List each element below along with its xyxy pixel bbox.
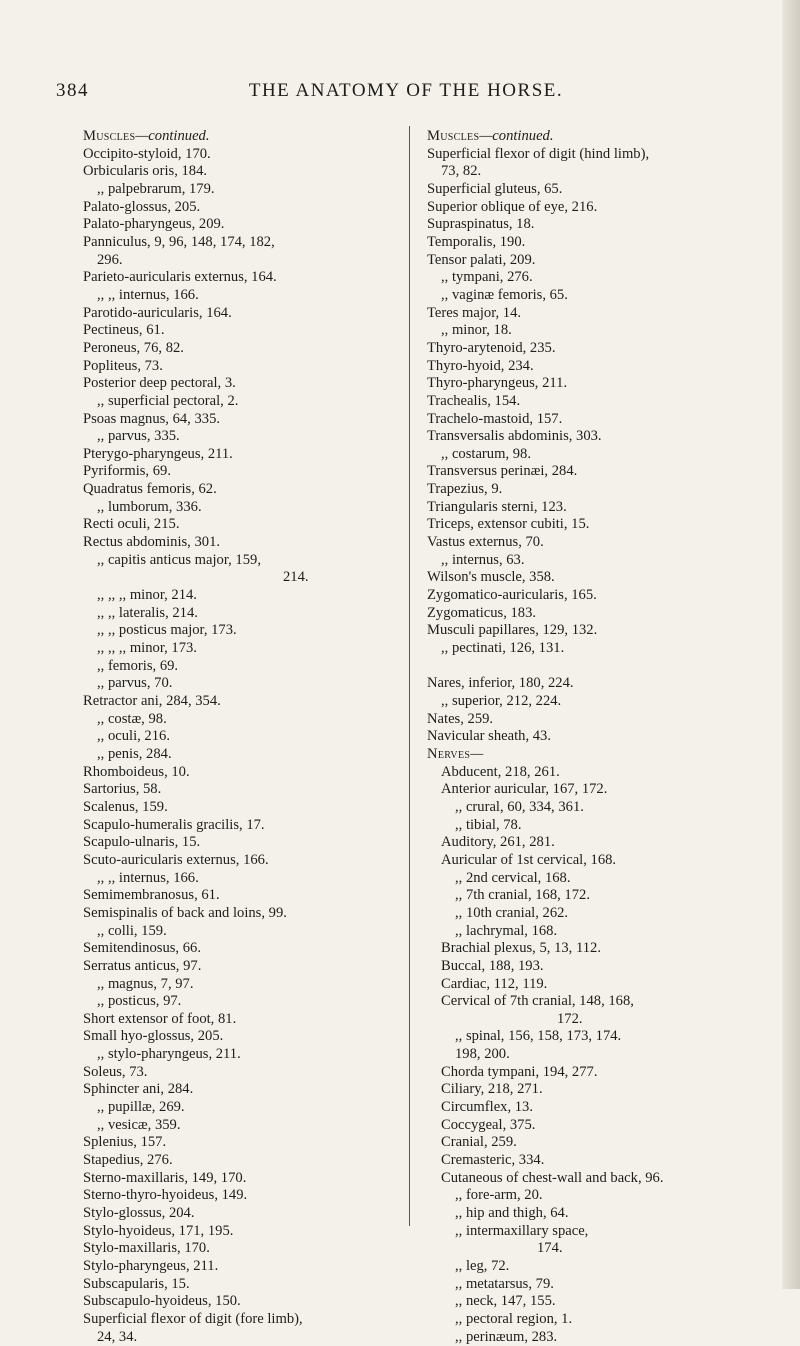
index-entry: ,, metatarsus, 79. — [455, 1275, 554, 1292]
index-entry: Semimembranosus, 61. — [83, 887, 220, 904]
index-entry: Teres major, 14. — [427, 304, 522, 321]
index-entry: ,, superficial pectoral, 2. — [97, 392, 239, 409]
index-entry: Posterior deep pectoral, 3. — [83, 375, 236, 392]
index-entry: ,, costarum, 98. — [441, 445, 531, 462]
index-entry: ,, colli, 159. — [97, 922, 167, 939]
index-entry: ,, vaginæ femoris, 65. — [441, 286, 568, 303]
index-entry: Buccal, 188, 193. — [441, 957, 544, 974]
index-entry: 172. — [557, 1010, 583, 1027]
index-entry: Splenius, 157. — [83, 1134, 167, 1151]
index-entry: ,, hip and thigh, 64. — [455, 1205, 569, 1222]
index-entry: ,, neck, 147, 155. — [455, 1293, 556, 1310]
index-entry: Panniculus, 9, 96, 148, 174, 182, — [83, 233, 275, 250]
index-entry: ,, pectoral region, 1. — [455, 1310, 573, 1327]
index-entry: ,, femoris, 69. — [97, 657, 179, 674]
index-entry: Superficial flexor of digit (hind limb), — [427, 145, 650, 162]
index-entry: Scapulo-humeralis gracilis, 17. — [83, 816, 265, 833]
index-entry: Trachealis, 154. — [427, 392, 521, 409]
index-entry: 174. — [537, 1240, 563, 1257]
index-entry: ,, vesicæ, 359. — [97, 1116, 181, 1133]
index-entry: Auricular of 1st cervical, 168. — [441, 851, 617, 868]
index-entry: Scapulo-ulnaris, 15. — [83, 834, 201, 851]
index-entry: Semitendinosus, 66. — [83, 940, 201, 957]
index-entry: ,, ,, internus, 166. — [97, 286, 199, 303]
section-heading — [427, 128, 770, 146]
index-entry: Rhomboideus, 10. — [83, 763, 190, 780]
index-entry: ,, fore-arm, 20. — [455, 1187, 543, 1204]
page-header — [56, 80, 756, 106]
index-entry: Vastus externus, 70. — [427, 534, 544, 551]
section-heading-label: Nerves — [427, 745, 471, 762]
index-entry: Pyriformis, 69. — [83, 463, 171, 480]
index-entry: ,, lachrymal, 168. — [455, 922, 558, 939]
index-entry: Sterno-maxillaris, 149, 170. — [83, 1169, 247, 1186]
index-entry: Subscapulo-hyoideus, 150. — [83, 1293, 241, 1310]
index-entry: ,, parvus, 335. — [97, 428, 180, 445]
index-entry: Retractor ani, 284, 354. — [83, 693, 221, 709]
index-entry: Transversus perinæi, 284. — [427, 463, 578, 480]
index-entry: Recti oculi, 215. — [83, 516, 180, 533]
index-entry: ,, stylo-pharyngeus, 211. — [97, 1046, 241, 1063]
index-entry: Cutaneous of chest-wall and back, 96. — [441, 1169, 664, 1186]
index-entry: 24, 34. — [97, 1328, 138, 1345]
section-heading-suffix: —continued. — [479, 128, 554, 144]
index-entry: Musculi papillares, 129, 132. — [427, 622, 598, 639]
index-entry: Stapedius, 276. — [83, 1152, 173, 1169]
index-entry: ,, spinal, 156, 158, 173, 174. — [455, 1028, 622, 1045]
index-entry: ,, lumborum, 336. — [97, 498, 202, 515]
index-entry: Navicular sheath, 43. — [427, 728, 552, 745]
index-entry: Supraspinatus, 18. — [427, 216, 535, 233]
index-entry: ,, pectinati, 126, 131. — [441, 640, 565, 657]
index-entry: Nates, 259. — [427, 710, 494, 727]
index-entry: Anterior auricular, 167, 172. — [441, 781, 608, 798]
index-entry: Quadratus femoris, 62. — [83, 481, 217, 498]
index-entry: Cervical of 7th cranial, 148, 168, — [441, 993, 634, 1010]
index-entry: Superficial flexor of digit (fore limb), — [83, 1310, 303, 1327]
index-entry: ,, oculi, 216. — [97, 728, 170, 745]
index-entry: ,, ,, internus, 166. — [97, 869, 199, 886]
index-entry: Ciliary, 218, 271. — [441, 1081, 543, 1098]
index-entry: Abducent, 218, 261. — [441, 763, 560, 780]
index-entry: Sphincter ani, 284. — [83, 1081, 194, 1098]
index-entry: Peroneus, 76, 82. — [83, 339, 184, 356]
index-entry: ,, parvus, 70. — [97, 675, 173, 692]
index-entry: Parieto-auricularis externus, 164. — [83, 269, 277, 286]
index-entry: Triangularis sterni, 123. — [427, 498, 567, 515]
index-entry: Small hyo-glossus, 205. — [83, 1028, 224, 1045]
index-entry: Rectus abdominis, 301. — [83, 534, 221, 551]
index-entry: Parotido-auricularis, 164. — [83, 304, 232, 321]
index-entry: ,, magnus, 7, 97. — [97, 975, 194, 992]
index-entry: 198, 200. — [455, 1046, 510, 1063]
index-entry: Stylo-maxillaris, 170. — [83, 1240, 210, 1257]
index-entry: Popliteus, 73. — [83, 357, 163, 374]
index-entry: ,, ,, lateralis, 214. — [97, 604, 198, 621]
index-entry: Short extensor of foot, 81. — [83, 1010, 237, 1027]
index-entry: Sterno-thyro-hyoideus, 149. — [83, 1187, 248, 1204]
index-entry: Circumflex, 13. — [441, 1099, 534, 1116]
index-entry: Cremasteric, 334. — [441, 1152, 545, 1169]
index-entry: Psoas magnus, 64, 335. — [83, 410, 221, 427]
index-entry: Orbicularis oris, 184. — [83, 163, 208, 180]
index-entry: Triceps, extensor cubiti, 15. — [427, 516, 590, 533]
index-column-left — [83, 128, 391, 1346]
page-edge-shadow — [782, 0, 800, 1289]
index-entry: ,, 10th cranial, 262. — [455, 904, 569, 921]
index-entry: ,, intermaxillary space, — [455, 1222, 589, 1239]
index-entry: Trapezius, 9. — [427, 481, 503, 498]
section-heading-label: Muscles — [427, 128, 480, 144]
index-entry: ,, leg, 72. — [455, 1258, 510, 1274]
section-heading-label: Muscles — [83, 128, 136, 144]
index-entry: Serratus anticus, 97. — [83, 957, 202, 974]
section-heading-suffix: —continued. — [135, 128, 210, 144]
index-entry: ,, ,, posticus major, 173. — [97, 622, 237, 639]
index-entry: ,, crural, 60, 334, 361. — [455, 798, 584, 815]
index-entry: ,, palpebrarum, 179. — [97, 180, 215, 197]
index-entry: ,, ,, ,, minor, 173. — [97, 640, 197, 657]
index-entry: ,, capitis anticus major, 159, — [97, 551, 261, 568]
index-entry: Thyro-arytenoid, 235. — [427, 339, 556, 356]
index-entry: 73, 82. — [441, 163, 482, 180]
index-entry: Thyro-pharyngeus, 211. — [427, 375, 568, 392]
index-entry: Chorda tympani, 194, 277. — [441, 1063, 598, 1080]
index-entry: Pterygo-pharyngeus, 211. — [83, 445, 233, 462]
index-entry: Zygomatico-auricularis, 165. — [427, 587, 597, 604]
index-entry: Stylo-glossus, 204. — [83, 1205, 195, 1222]
index-entry: Sartorius, 58. — [83, 781, 162, 798]
index-entry: 214. — [283, 569, 309, 586]
index-entry: Scuto-auricularis externus, 166. — [83, 851, 269, 868]
index-entry: Stylo-hyoideus, 171, 195. — [83, 1222, 234, 1239]
index-entry: Stylo-pharyngeus, 211. — [83, 1258, 219, 1274]
index-entry: ,, penis, 284. — [97, 745, 172, 762]
page-number: 384 — [56, 80, 89, 101]
index-entry: Palato-pharyngeus, 209. — [83, 216, 225, 233]
index-entry: ,, ,, ,, minor, 214. — [97, 587, 197, 604]
index-entry: ,, tibial, 78. — [455, 816, 522, 833]
section-heading — [427, 746, 770, 764]
index-entry: Trachelo-mastoid, 157. — [427, 410, 563, 427]
index-entry: ,, 7th cranial, 168, 172. — [455, 887, 590, 904]
index-entry: Wilson's muscle, 358. — [427, 569, 555, 586]
index-entry: Subscapularis, 15. — [83, 1275, 190, 1292]
index-entry: 296. — [97, 251, 123, 268]
index-entry: Brachial plexus, 5, 13, 112. — [441, 940, 601, 957]
section-heading — [83, 128, 391, 146]
running-title: THE ANATOMY OF THE HORSE. — [248, 80, 564, 101]
index-entry: ,, perinæum, 283. — [455, 1328, 558, 1345]
index-entry: ,, minor, 18. — [441, 322, 512, 339]
index-entry: Nares, inferior, 180, 224. — [427, 675, 574, 692]
index-entry: Palato-glossus, 205. — [83, 198, 201, 215]
index-entry — [427, 658, 770, 676]
index-entry: Auditory, 261, 281. — [441, 834, 555, 851]
index-entry: Superficial gluteus, 65. — [427, 180, 563, 197]
index-entry: Pectineus, 61. — [83, 322, 165, 339]
index-column-right — [427, 128, 770, 1346]
index-entry: Tensor palati, 209. — [427, 251, 536, 268]
section-heading-suffix: — — [470, 745, 484, 762]
index-entry: Zygomaticus, 183. — [427, 604, 537, 621]
index-entry: ,, internus, 63. — [441, 551, 525, 568]
index-entry: Cardiac, 112, 119. — [441, 975, 548, 992]
index-entry: Transversalis abdominis, 303. — [427, 428, 602, 445]
index-entry: Occipito-styloid, 170. — [83, 145, 211, 162]
index-entry: Semispinalis of back and loins, 99. — [83, 904, 287, 921]
index-entry: Coccygeal, 375. — [441, 1116, 536, 1133]
index-entry: ,, superior, 212, 224. — [441, 693, 562, 709]
index-entry: ,, pupillæ, 269. — [97, 1099, 185, 1116]
index-entry: Scalenus, 159. — [83, 798, 168, 815]
index-entry: Cranial, 259. — [441, 1134, 517, 1151]
index-entry: ,, posticus, 97. — [97, 993, 182, 1010]
index-entry: ,, tympani, 276. — [441, 269, 533, 286]
column-divider — [409, 126, 410, 1226]
index-entry: ,, costæ, 98. — [97, 710, 167, 727]
index-entry: Temporalis, 190. — [427, 233, 526, 250]
index-entry: Thyro-hyoid, 234. — [427, 357, 534, 374]
index-entry: Superior oblique of eye, 216. — [427, 198, 598, 215]
index-entry: Soleus, 73. — [83, 1063, 148, 1080]
index-entry: ,, 2nd cervical, 168. — [455, 869, 571, 886]
